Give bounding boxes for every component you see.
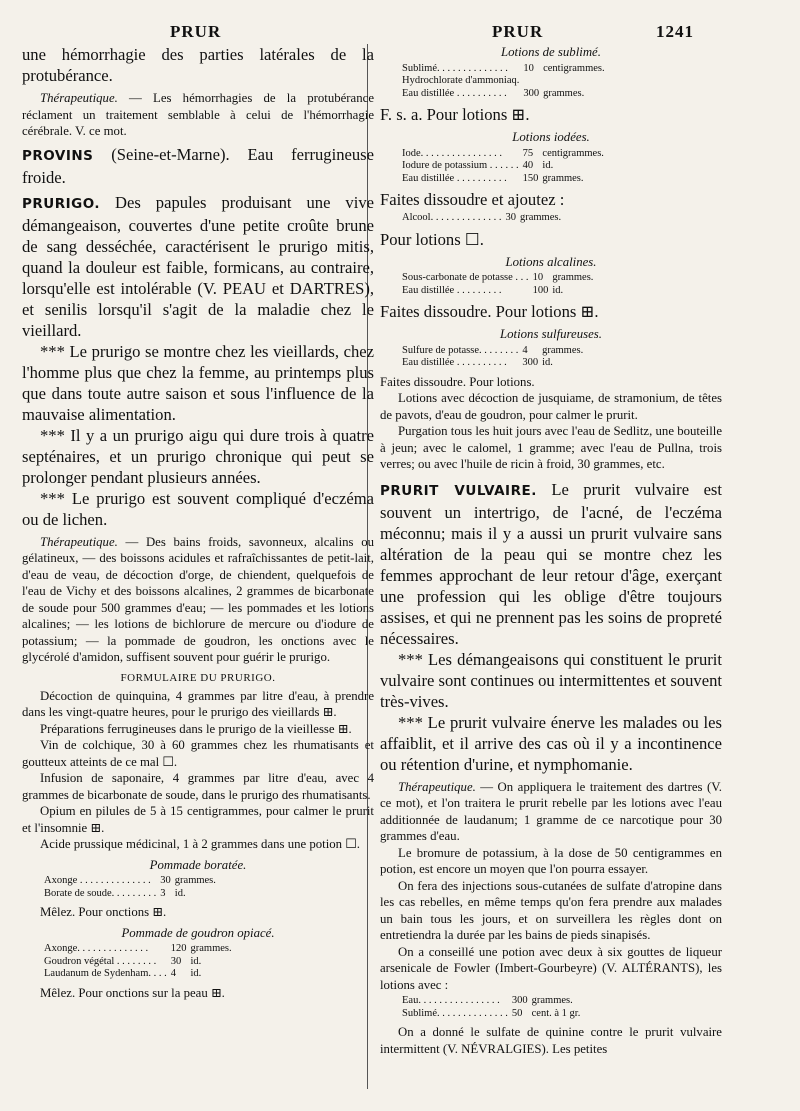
recipe-row xyxy=(402,148,608,161)
instruction-faites-dissoudre-2: Faites dissoudre. Pour lotions. xyxy=(380,374,535,389)
formula-opium: Opium en pilules de 5 à 15 centigrammes, pour calmer le prurit et l'insomnie ⊞. xyxy=(22,804,374,835)
recipe-row xyxy=(44,968,236,981)
recipe-row xyxy=(402,160,608,173)
quantity xyxy=(523,75,543,88)
entry-text-prurit-vulvaire: Le prurit vulvaire est souvent un intertrigo, de l'acné, de l'eczéma méconnu; mais il y a aussi un prurit vulvaire sans altération de la peau qui se montre chez les femmes approchant de leur retour d'âge, exerçant une profession qui les oblige d'être toujours assises, et qui ne prennent pas les soins de propreté nécessaires. xyxy=(380,479,723,648)
ingredient: Eau distillée . . . . . . . . . xyxy=(402,284,502,296)
unit: grammes. xyxy=(552,272,594,283)
unit: id. xyxy=(190,955,202,967)
paragraph-prurigo-vieillards: *** Le prurigo se montre chez les vieillards, chez l'homme plus que chez la femme, au printemps plus que dans toute autre saison et sous l'influence de la mauvaise alimentation. xyxy=(22,341,374,424)
unit: centigrammes. xyxy=(542,147,604,159)
ingredient: Axonge . . . . . . . . . . . . . . xyxy=(44,875,151,886)
quantity: 10 xyxy=(523,62,534,74)
recipe-row xyxy=(402,75,609,88)
entry-name-prurit-vulvaire: PRURIT VULVAIRE. xyxy=(380,482,537,499)
recipe-table-alcalines xyxy=(402,272,597,297)
quantity: 150 xyxy=(522,172,539,184)
running-head-left: PRUR xyxy=(170,22,222,41)
quantity: 75 xyxy=(522,147,534,159)
quantity: 10 xyxy=(532,272,544,283)
unit: id. xyxy=(542,357,553,368)
ingredient: Sous-carbonate de potasse . . . xyxy=(402,272,529,283)
unit: grammes. xyxy=(543,87,585,99)
recipe-title-iodees: Lotions iodées. xyxy=(512,130,590,144)
quantity: 30 xyxy=(505,212,516,223)
ingredient: Goudron végétal . . . . . . . . xyxy=(44,955,157,967)
recipe-table-sulfureuses xyxy=(402,345,587,370)
quantity: 30 xyxy=(170,955,182,967)
recipe-row xyxy=(402,357,587,370)
ingredient: Borate de soude. . . . . . . . . xyxy=(44,887,157,899)
unit xyxy=(543,75,609,88)
text-therapeutique: — On appliquera le traitement des dartres (V. ce mot), et l'on traitera le prurit rebelle par les lotions avec l'eau additionnée de laudanum; 1 gramme de ce narcotique pour 30 grammes d'eau. xyxy=(380,779,722,843)
formula-colchique: Vin de colchique, 30 à 60 grammes chez les rhumatisants et goutteux atteints de ce mal ☐. xyxy=(22,738,374,769)
ingredient: Sublimé. . . . . . . . . . . . . . xyxy=(402,1007,508,1019)
recipe-row xyxy=(402,285,597,298)
entry-prurigo xyxy=(22,192,374,341)
ingredient: Hydrochlorate d'ammoniaq. xyxy=(402,75,520,86)
paragraph-demangeaisons: *** Les démangeaisons qui constituent le prurit vulvaire sont continues ou intermittentes et souvent très-vives. xyxy=(380,649,722,711)
instruction-melez-2: Mêlez. Pour onctions sur la peau ⊞. xyxy=(40,985,225,1000)
paragraph-purgation: Purgation tous les huit jours avec l'eau de Sedlitz, une bouteille à jeun; avec le calomel, 1 gramme; avec l'eau de Pullna, trois verres; ou avec l'huile de ricin à froid, 30 grammes, etc. xyxy=(380,424,722,471)
recipe-table-pommade-boratee xyxy=(44,875,220,900)
instruction-fsa: F. s. a. Pour lotions ⊞. xyxy=(380,105,530,124)
recipe-row xyxy=(402,1008,584,1021)
recipe-table-sublime xyxy=(402,63,609,101)
unit: grammes. xyxy=(519,212,562,223)
recipe-title-pommade-goudron: Pommade de goudron opiacé. xyxy=(121,925,275,940)
unit: id. xyxy=(552,284,564,296)
label-therapeutique: Thérapeutique. xyxy=(40,534,118,549)
instruction-faites-dissoudre-ajoutez: Faites dissoudre et ajoutez : xyxy=(380,190,565,209)
unit: grammes. xyxy=(542,344,584,356)
ingredient: Eau distillée . . . . . . . . . . xyxy=(402,172,507,184)
unit: cent. à 1 gr. xyxy=(531,1007,581,1019)
unit: id. xyxy=(174,887,186,899)
paragraph-potion-fowler: On a conseillé une potion avec deux à six gouttes de liqueur arsenicale de Fowler (Imbert-Gourbeyre) (V. ALTÉRANTS), les lotions avec : xyxy=(380,944,722,992)
entry-name-provins: PROVINS xyxy=(22,147,94,164)
paragraph-therapeutique-2 xyxy=(22,534,374,666)
ingredient: Eau distillée . . . . . . . . . . xyxy=(402,357,507,368)
formula-acide-prussique: Acide prussique médicinal, 1 à 2 grammes dans une potion ☐. xyxy=(40,837,360,851)
label-therapeutique: Thérapeutique. xyxy=(398,779,476,794)
entry-text-provins: (Seine-et-Marne). Eau ferrugineuse froide. xyxy=(22,144,374,187)
ingredient: Laudanum de Sydenham. . . . xyxy=(44,968,167,979)
paragraph-enerve: *** Le prurit vulvaire énerve les malades ou les affaiblit, et il arrive des cas où il y a incontinence ou rétention d'urine, et nymphomanie. xyxy=(380,712,722,774)
text-therapeutique: — Des bains froids, savonneux, alcalins ou gélatineux, — des boissons acidules et rafraîchissantes de petit-lait, d'eau de veau, de décoction d'orge, de chiendent, quelquefois de l'eau de Vichy et des boissons alcalines, 2 grammes de bicarbonate de soude pour 500 grammes d'eau; — les pommades et les lotions alcalines; — les lotions de bichlorure de mercure ou d'iodure de potassium; — la pommade de goudron, les onctions avec le glycérolé d'amidon, suffisent souvent pour guérir le prurigo. xyxy=(22,534,374,664)
quantity: 3 xyxy=(160,887,166,899)
ingredient: Eau distillée . . . . . . . . . . xyxy=(402,87,507,99)
label-therapeutique: Thérapeutique. xyxy=(40,91,118,105)
recipe-title-pommade-boratee: Pommade boratée. xyxy=(149,857,247,872)
running-head-right: PRUR xyxy=(492,22,544,41)
text-therapeutique: — Les hémorrhagies de la protubérance réclament un traitement semblable à celui de l'hémorrhagie cérébrale. V. ce mot. xyxy=(22,91,374,138)
ingredient: Iode. . . . . . . . . . . . . . . . xyxy=(402,147,503,159)
formula-ferrugineuses: Préparations ferrugineuses dans le prurigo de la vieillesse ⊞. xyxy=(40,721,352,736)
recipe-title-sulfureuses: Lotions sulfureuses. xyxy=(500,327,602,341)
page-number: 1241 xyxy=(656,22,694,41)
right-column xyxy=(380,44,722,1057)
paragraph-lotions-jusquiame: Lotions avec décoction de jusquiame, de stramonium, de têtes de pavots, d'eau de goudron, pour calmer le prurit. xyxy=(380,391,722,422)
paragraph-protuberance: une hémorrhagie des parties latérales de la protubérance. xyxy=(22,45,374,85)
ingredient: Alcool. . . . . . . . . . . . . . xyxy=(402,212,502,223)
quantity: 120 xyxy=(170,943,187,954)
ingredient: Axonge. . . . . . . . . . . . . . xyxy=(44,943,149,954)
recipe-row xyxy=(402,173,608,186)
recipe-row xyxy=(402,345,587,358)
quantity: 30 xyxy=(160,875,171,886)
recipe-row xyxy=(44,956,236,969)
paragraph-therapeutique-1 xyxy=(22,90,374,140)
recipe-row xyxy=(402,212,565,225)
formula-quinquina: Décoction de quinquina, 4 grammes par litre d'eau, à prendre dans les vingt-quatre heures, pour le prurigo des vieillards ⊞. xyxy=(22,688,374,719)
recipe-table-eau-sublime xyxy=(402,995,584,1020)
paragraph-quinine: On a donné le sulfate de quinine contre le prurit vulvaire intermittent (V. NÉVRALGIES). Les petites xyxy=(380,1025,722,1056)
entry-name-prurigo: PRURIGO. xyxy=(22,195,101,212)
unit: id. xyxy=(542,160,554,171)
recipe-table-iodees xyxy=(402,148,608,186)
entry-provins xyxy=(22,144,374,188)
instruction-pour-lotions: Pour lotions ☐. xyxy=(380,229,484,249)
paragraph-injections: On fera des injections sous-cutanées de sulfate d'atropine dans les cas rebelles, en même temps qu'on fera prendre aux malades un bain tous les jours, et on surveillera les règles dont on entretiendra la durée par les bains de pieds sinapisés. xyxy=(380,878,722,942)
ingredient: Sublimé. . . . . . . . . . . . . . xyxy=(402,62,508,74)
instruction-faites-dissoudre-1: Faites dissoudre. Pour lotions ⊞. xyxy=(380,302,599,321)
ingredient: Iodure de potassium . . . . . . xyxy=(402,160,519,171)
paragraph-prurigo-aigu: *** Il y a un prurigo aigu qui dure trois à quatre septénaires, et un prurigo chronique qui peut se prolonger pendant plusieurs années. xyxy=(22,425,374,487)
recipe-row xyxy=(44,875,220,888)
paragraph-prurigo-eczema: *** Le prurigo est souvent compliqué d'eczéma ou de lichen. xyxy=(22,488,374,529)
quantity: 4 xyxy=(522,344,528,356)
recipe-title-sublime: Lotions de sublimé. xyxy=(501,45,601,59)
quantity: 300 xyxy=(523,87,540,99)
quantity: 4 xyxy=(170,968,177,979)
left-column xyxy=(22,44,374,1001)
recipe-table-pommade-goudron xyxy=(44,943,236,981)
recipe-row xyxy=(44,888,220,901)
recipe-row xyxy=(402,272,597,285)
recipe-row xyxy=(402,63,609,76)
unit: id. xyxy=(190,968,202,979)
heading-formulaire: FORMULAIRE DU PRURIGO. xyxy=(120,671,276,684)
instruction-melez-1: Mêlez. Pour onctions ⊞. xyxy=(40,905,167,919)
recipe-row xyxy=(44,943,236,956)
recipe-table-alcool xyxy=(402,212,565,225)
quantity: 40 xyxy=(522,160,534,171)
entry-prurit-vulvaire xyxy=(380,479,722,649)
entry-text-prurigo: Des papules produisant une vive démangeaison, couvertes d'une petite croûte brune de sang desséchée, caractérisent le prurigo mitis, quand la douleur est faible, formicans, au contraire, lorsqu'elle est intolérable (V. PEAU et DARTRES), et senilis lorsqu'il s'agit de la maladie chez le vieillard. xyxy=(22,192,374,340)
unit: grammes. xyxy=(531,995,573,1006)
unit: centigrammes. xyxy=(543,62,605,74)
unit: grammes. xyxy=(190,943,232,954)
quantity: 300 xyxy=(511,995,528,1006)
ingredient: Sulfure de potasse. . . . . . . . xyxy=(402,344,519,356)
quantity: 300 xyxy=(522,357,539,368)
paragraph-therapeutique-3 xyxy=(380,779,722,845)
paragraph-bromure: Le bromure de potassium, à la dose de 50 centigrammes en potion, est encore un moyen que l'on pourra essayer. xyxy=(380,845,722,876)
recipe-row xyxy=(402,995,584,1008)
formula-saponaire: Infusion de saponaire, 4 grammes par litre d'eau, avec 4 grammes de bicarbonate de soude, dans le prurigo des rhumatisants. xyxy=(22,771,374,802)
ingredient: Eau. . . . . . . . . . . . . . . . xyxy=(402,995,500,1006)
recipe-row xyxy=(402,88,609,101)
unit: grammes. xyxy=(174,875,216,886)
quantity: 50 xyxy=(511,1007,523,1019)
recipe-title-alcalines: Lotions alcalines. xyxy=(505,254,597,269)
unit: grammes. xyxy=(542,172,584,184)
quantity: 100 xyxy=(532,284,549,296)
